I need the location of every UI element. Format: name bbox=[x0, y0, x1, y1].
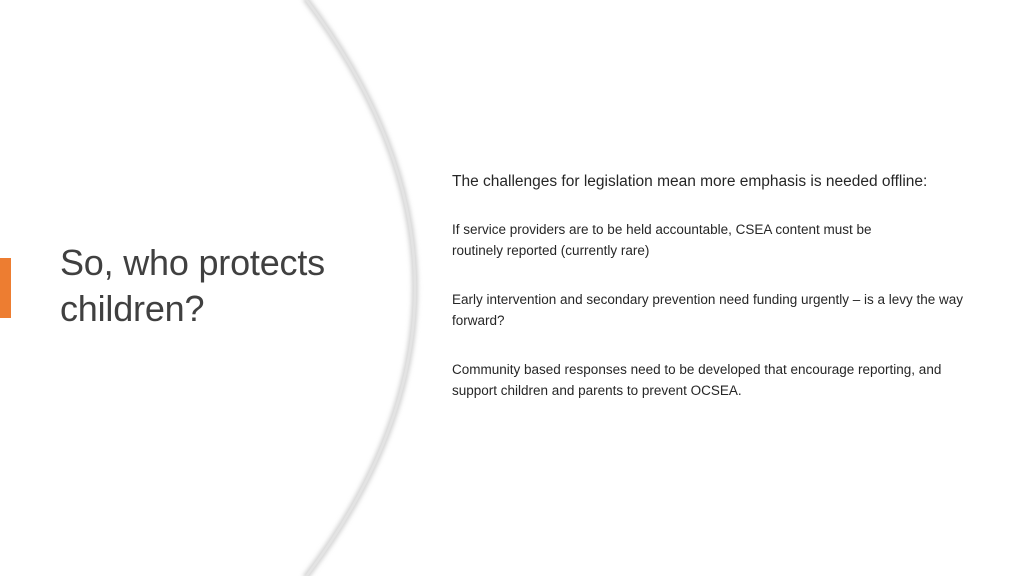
slide-title: So, who protects children? bbox=[60, 242, 325, 329]
lead-text: The challenges for legislation mean more emphasis is needed offline: bbox=[452, 173, 928, 190]
point-funding: Early intervention and secondary prevention need funding urgently – is a levy the way forward? bbox=[452, 292, 964, 328]
slide-content bbox=[452, 170, 982, 429]
point-community: Community based responses need to be developed that encourage reporting, and support children and parents to prevent OCSEA. bbox=[452, 362, 942, 398]
point-accountability: If service providers are to be held accountable, CSEA content must be routinely reported (currently rare) bbox=[452, 222, 872, 258]
accent-bar bbox=[0, 258, 11, 318]
